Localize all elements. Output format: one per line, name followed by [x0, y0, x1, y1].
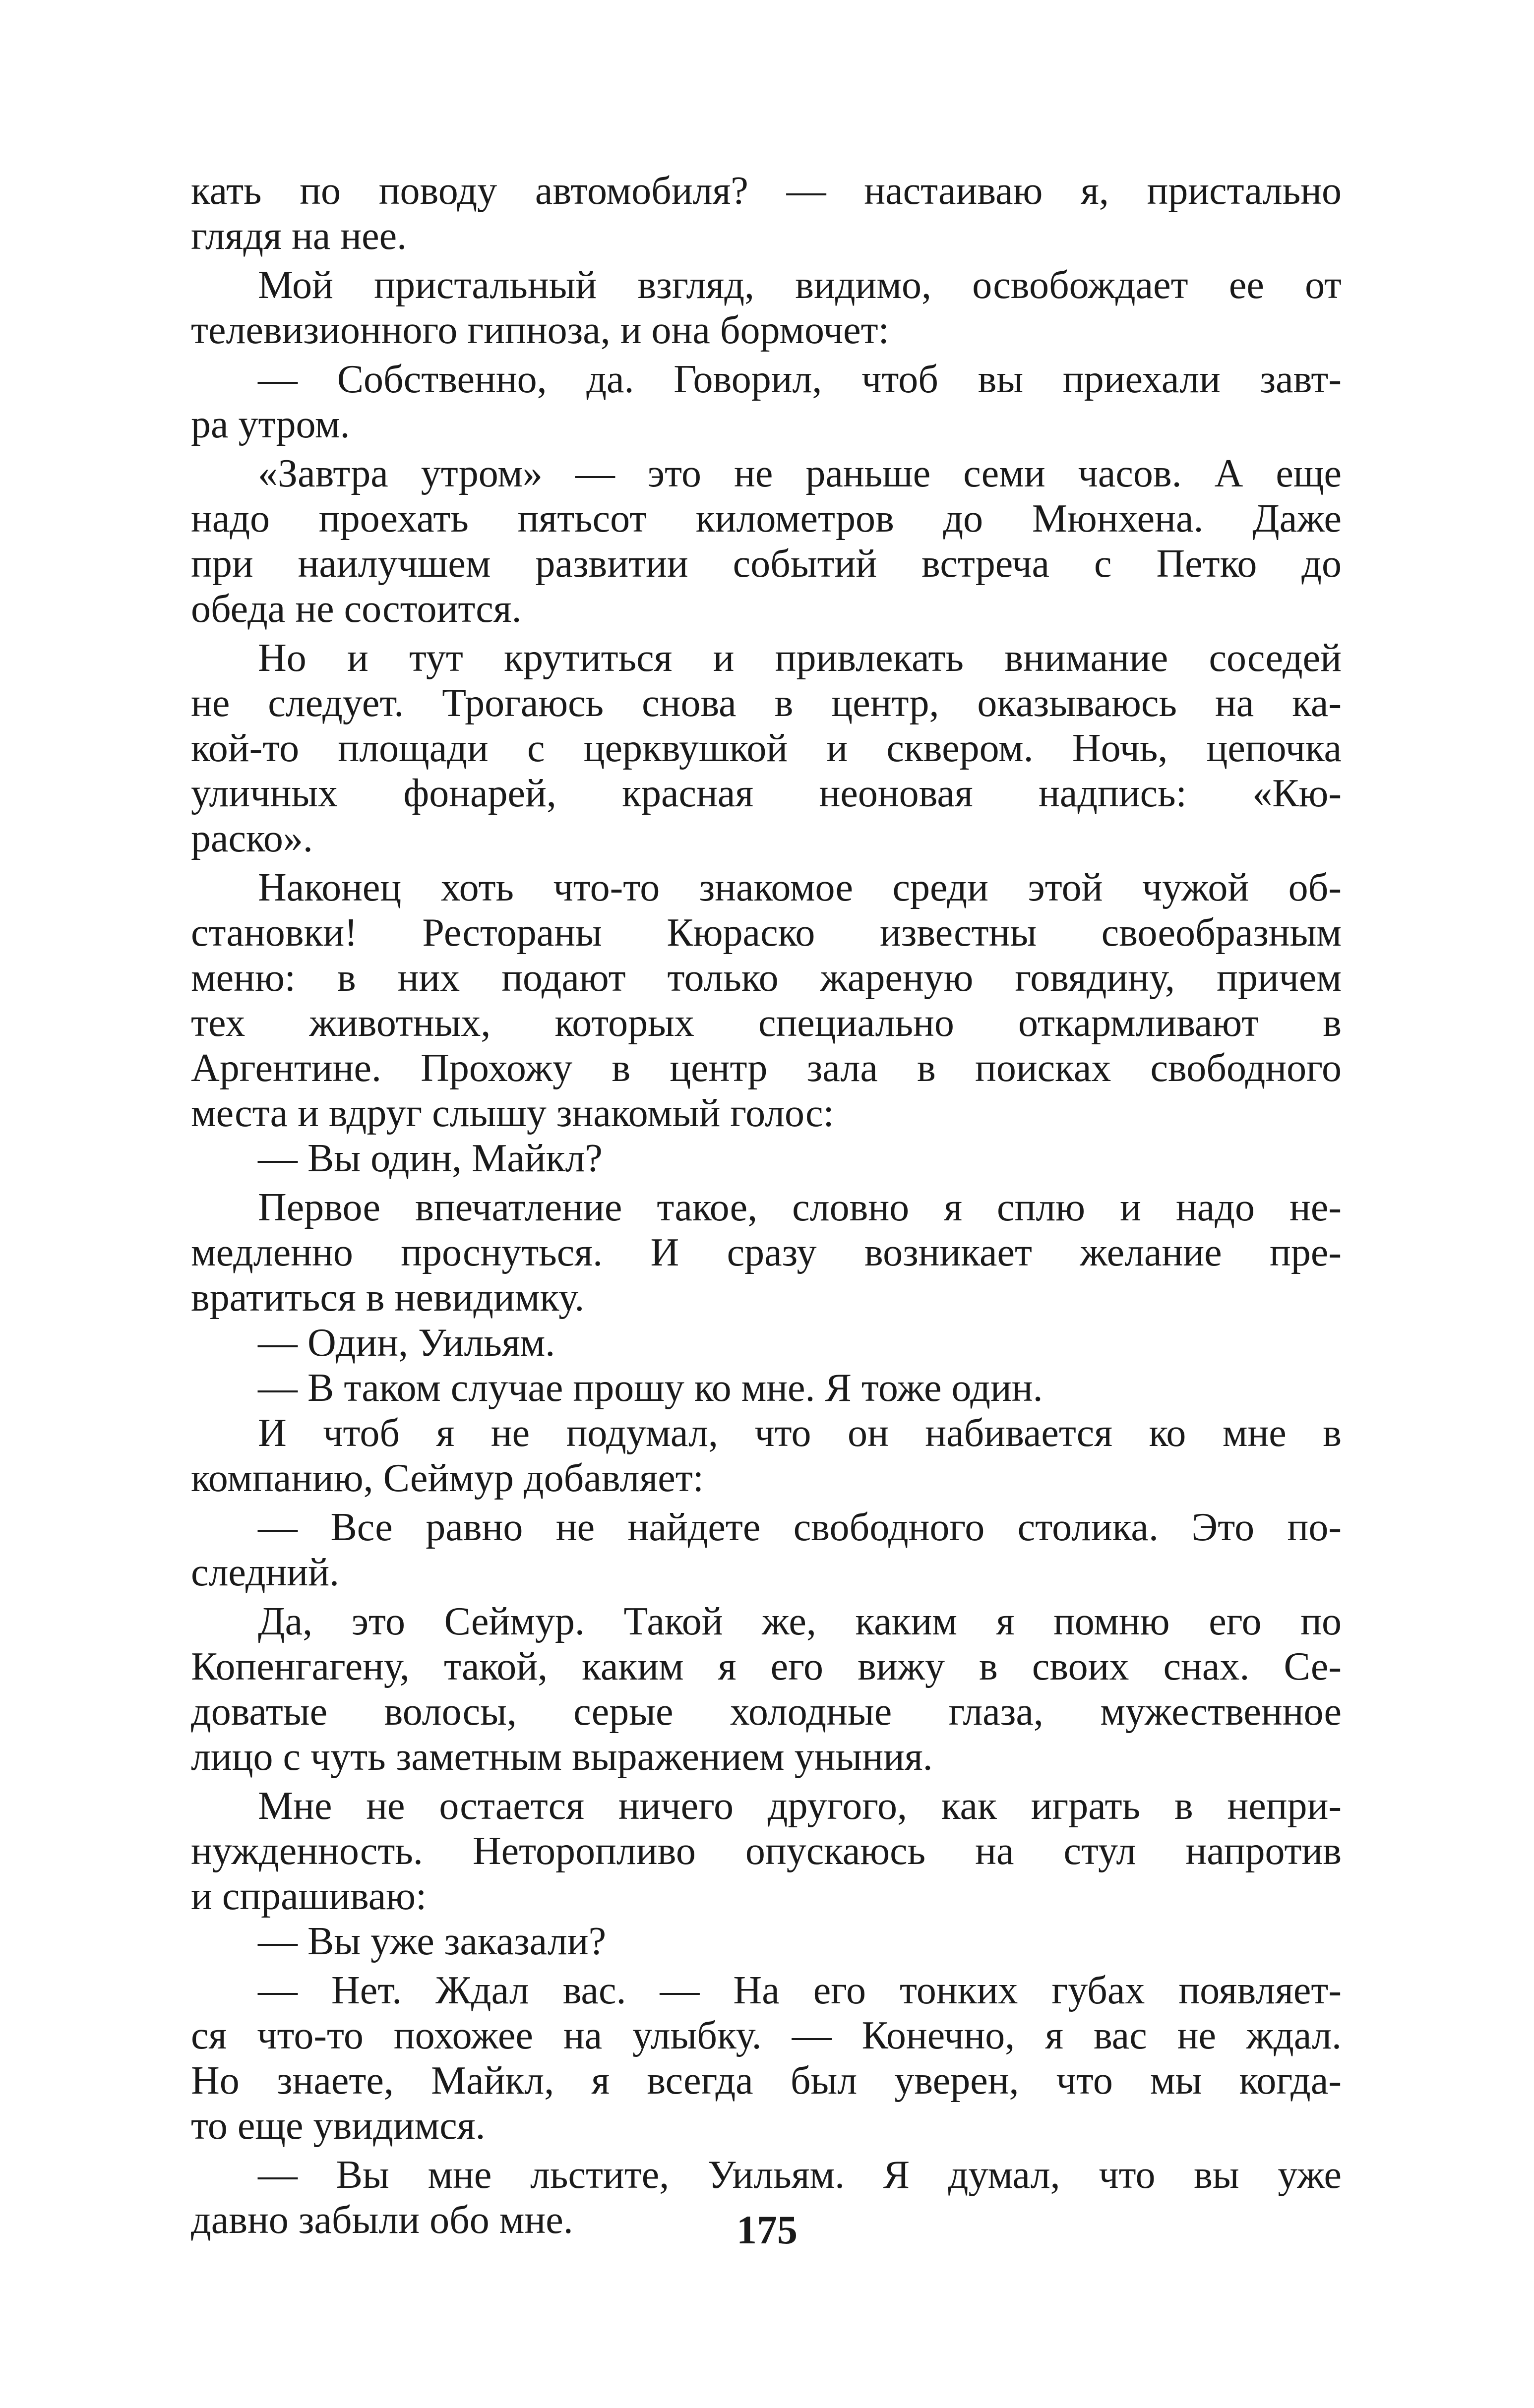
page-number: 175 [736, 2207, 798, 2252]
dialogue-line: — Вы уже заказали? [258, 1920, 607, 1963]
book-page-text [191, 169, 1342, 2243]
paragraph-first-line: Мне не остается ничего другого, как играть в непри- [258, 1784, 1342, 1828]
text-line: кой-то площади с церквушкой и сквером. Ночь, цепочка [191, 726, 1342, 770]
dialogue-line: — В таком случае прошу ко мне. Я тоже один. [258, 1366, 1043, 1410]
text-line: Аргентине. Прохожу в центр зала в поисках свободного [191, 1046, 1342, 1090]
text-line: и спрашиваю: [191, 1874, 427, 1918]
text-line: то еще увидимся. [191, 2104, 486, 2148]
paragraph-first-line: «Завтра утром» — это не раньше семи часов. А еще [258, 452, 1342, 495]
paragraph-first-line: Первое впечатление такое, словно я сплю и надо не- [258, 1186, 1342, 1229]
paragraph-first-line: Мой пристальный взгляд, видимо, освобождает ее от [258, 263, 1342, 307]
text-line: тех животных, которых специально откармливают в [191, 1001, 1342, 1045]
text-line: нужденность. Неторопливо опускаюсь на стул напротив [191, 1829, 1342, 1873]
text-line: телевизионного гипноза, и она бормочет: [191, 308, 889, 352]
text-line: ра утром. [191, 403, 350, 446]
text-line: уличных фонарей, красная неоновая надпись: «Кю- [191, 772, 1342, 815]
text-line: Копенгагену, такой, каким я его вижу в своих снах. Се- [191, 1645, 1342, 1688]
dialogue-line: — Вы мне льстите, Уильям. Я думал, что вы уже [258, 2153, 1342, 2197]
text-line: лицо с чуть заметным выражением уныния. [191, 1735, 933, 1779]
text-line: места и вдруг слышу знакомый голос: [191, 1091, 834, 1135]
text-line: глядя на нее. [191, 214, 407, 258]
text-line: давно забыли обо мне. [191, 2198, 573, 2242]
text-line: вратиться в невидимку. [191, 1276, 585, 1320]
text-line: не следует. Трогаюсь снова в центр, оказываюсь на ка- [191, 681, 1342, 725]
text-line: обеда не состоится. [191, 587, 522, 631]
text-line: ся что-то похожее на улыбку. — Конечно, я вас не ждал. [191, 2014, 1342, 2057]
text-line: при наилучшем развитии событий встреча с Петко до [191, 542, 1342, 586]
dialogue-line: — Один, Уильям. [258, 1321, 555, 1365]
text-line: становки! Рестораны Кюраско известны своеобразным [191, 911, 1342, 955]
paragraph-first-line: Но и тут крутиться и привлекать внимание соседей [258, 636, 1342, 680]
text-line: Но знаете, Майкл, я всегда был уверен, что мы когда- [191, 2059, 1342, 2103]
dialogue-line: — Собственно, да. Говорил, чтоб вы приехали завт- [258, 358, 1342, 401]
text-line: следний. [191, 1551, 340, 1594]
text-line: доватые волосы, серые холодные глаза, мужественное [191, 1690, 1342, 1734]
text-line: меню: в них подают только жареную говядину, причем [191, 956, 1342, 1000]
text-line: раско». [191, 817, 313, 860]
dialogue-line: — Нет. Ждал вас. — На его тонких губах появляет- [258, 1969, 1342, 2012]
paragraph-first-line: Наконец хоть что-то знакомое среди этой чужой об- [258, 866, 1342, 909]
dialogue-line: — Вы один, Майкл? [258, 1137, 603, 1180]
text-line: медленно проснуться. И сразу возникает желание пре- [191, 1231, 1342, 1274]
text-line: компанию, Сеймур добавляет: [191, 1456, 704, 1500]
text-line: кать по поводу автомобиля? — настаиваю я, пристально [191, 169, 1342, 213]
paragraph-first-line: И чтоб я не подумал, что он набивается ко мне в [258, 1411, 1342, 1455]
text-line: надо проехать пятьсот километров до Мюнхена. Даже [191, 497, 1342, 541]
dialogue-line: — Все равно не найдете свободного столика. Это по- [258, 1505, 1342, 1549]
paragraph-first-line: Да, это Сеймур. Такой же, каким я помню его по [258, 1600, 1342, 1643]
